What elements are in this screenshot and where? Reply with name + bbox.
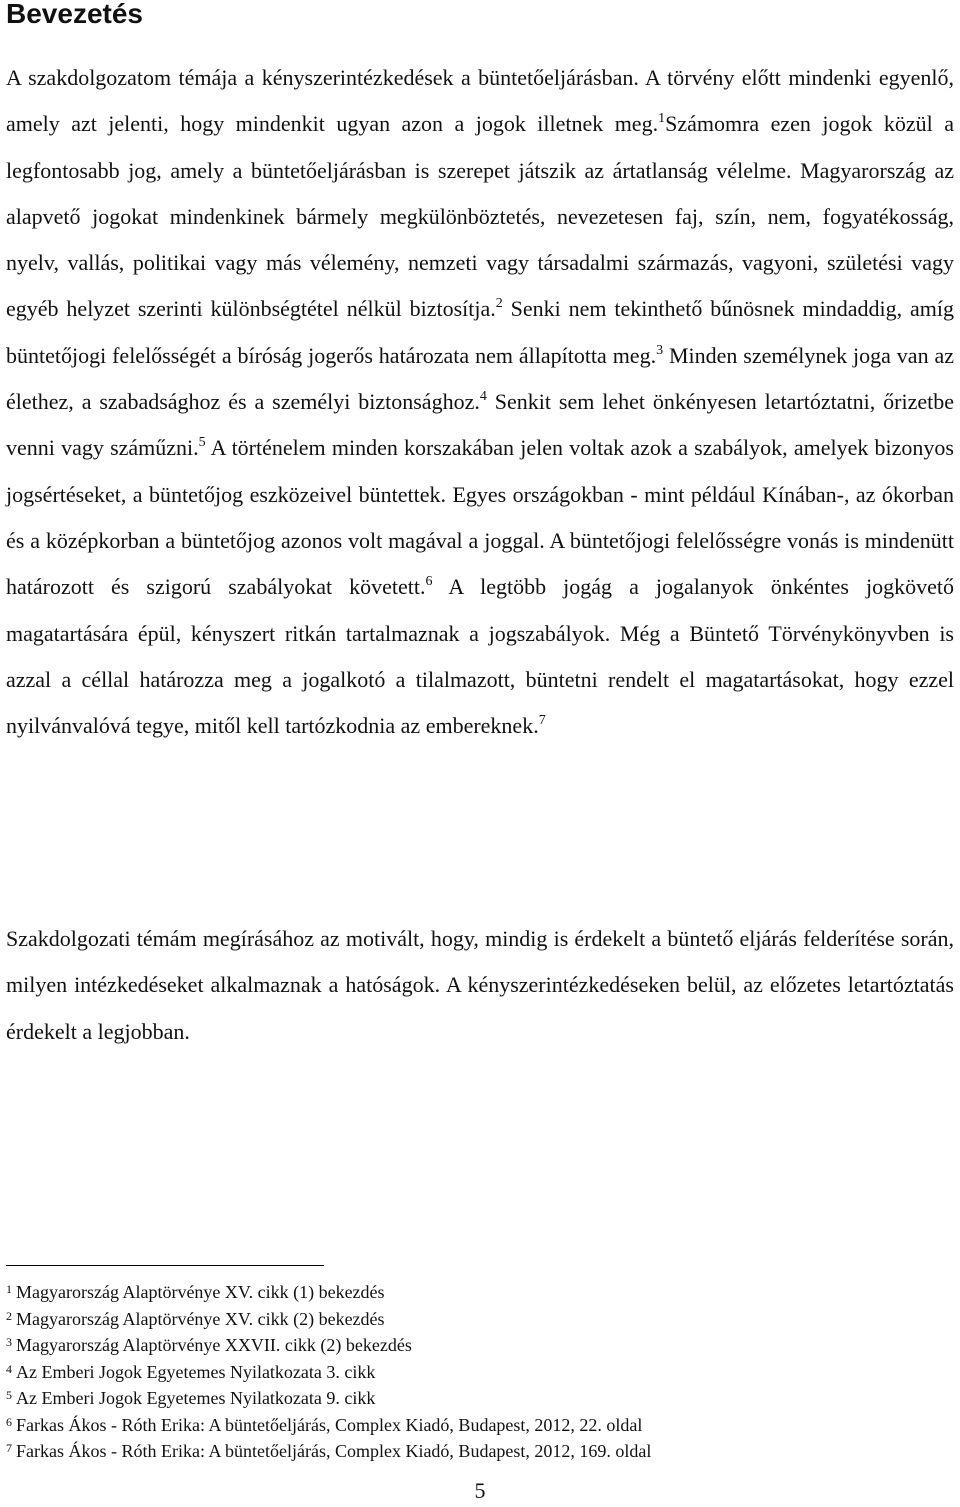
footnote-text: Az Emberi Jogok Egyetemes Nyilatkozata 3. cikk xyxy=(16,1361,376,1382)
footnote-number: 5 xyxy=(6,1388,12,1402)
footnote-separator xyxy=(6,1265,324,1266)
footnote-text: Magyarország Alaptörvénye XV. cikk (2) bekezdés xyxy=(16,1308,385,1329)
footnote-list xyxy=(6,1279,954,1465)
footnote-item xyxy=(6,1438,954,1465)
section-heading: Bevezetés xyxy=(6,0,143,29)
body-paragraph-2: Szakdolgozati témám megírásához az motivált, hogy, mindig is érdekelt a büntető eljárás felderítése során, milyen intézkedéseket alkalmaznak a hatóságok. A kényszerintézkedéseken belül, az előzetes letartóztatás érdekelt a legjobban. xyxy=(6,926,954,1044)
footnote-number: 3 xyxy=(6,1335,12,1349)
text-segment: Számomra ezen jogok közül a legfontosabb jog, amely a büntetőeljárásban is szerepet játszik az ártatlanság vélelme. Magyarország az alapvető jogokat mindenkinek bármely megkülönböztetés, nevezetesen faj, szín, nem, fogyatékosság, nyelv, vallás, politikai vagy más vélemény, nemzeti vagy társadalmi származás, vagyoni, születési vagy egyéb helyzet szerinti különbségtétel nélkül biztosítja. xyxy=(6,111,954,322)
footnote-item xyxy=(6,1412,954,1439)
footnote-number: 2 xyxy=(6,1308,12,1323)
footnote-reference[interactable]: 4 xyxy=(479,389,487,405)
footnote-number: 4 xyxy=(6,1361,12,1376)
footnote-reference[interactable]: 6 xyxy=(425,574,433,590)
footnote-reference[interactable]: 7 xyxy=(538,713,546,729)
footnote-number: 6 xyxy=(6,1414,12,1429)
footnote-number: 7 xyxy=(6,1441,12,1455)
footnote-item xyxy=(6,1279,954,1306)
footnote-number: 1 xyxy=(6,1282,12,1296)
footnote-text: Farkas Ákos - Róth Erika: A büntetőeljárás, Complex Kiadó, Budapest, 2012, 22. oldal xyxy=(16,1414,643,1435)
text-segment: A történelem minden korszakában jelen voltak azok a szabályok, amelyek bizonyos jogsértéseket, a büntetőjog eszközeivel büntettek. Egyes országokban - mint például Kínában-, az ókorban és a középkorban a büntetőjog azonos volt magával a joggal. A büntetőjogi felelősségre vonás is mindenütt határozott és szigorú szabályokat követett. xyxy=(6,435,954,600)
footnote-text: Magyarország Alaptörvénye XV. cikk (1) bekezdés xyxy=(16,1282,385,1302)
footnote-reference[interactable]: 1 xyxy=(658,111,666,127)
footnote-reference[interactable]: 5 xyxy=(198,435,206,451)
text-segment: Minden személynek joga van az élethez, a szabadsághoz és a személyi biztonsághoz. xyxy=(6,342,954,415)
footnote-text: Farkas Ákos - Róth Erika: A büntetőeljárás, Complex Kiadó, Budapest, 2012, 169. oldal xyxy=(16,1441,652,1461)
body-paragraph-1 xyxy=(6,55,954,749)
footnote-reference[interactable]: 3 xyxy=(656,342,664,358)
text-segment: Senkit sem lehet önkényesen letartóztatni, őrizetbe venni vagy száműzni. xyxy=(6,389,954,461)
page-number: 5 xyxy=(474,1478,486,1503)
footnote-item xyxy=(6,1385,954,1412)
footnote-reference[interactable]: 2 xyxy=(495,296,503,312)
footnote-item xyxy=(6,1359,954,1386)
text-segment: Senki nem tekinthető bűnösnek mindaddig, amíg büntetőjogi felelősségét a bíróság jogerős határozata nem állapította meg. xyxy=(6,296,954,368)
footnote-item xyxy=(6,1332,954,1359)
footnote-text: Magyarország Alaptörvénye XXVII. cikk (2) bekezdés xyxy=(16,1335,412,1355)
footnote-text: Az Emberi Jogok Egyetemes Nyilatkozata 9. cikk xyxy=(16,1388,376,1408)
footnote-item xyxy=(6,1306,954,1333)
text-segment: A legtöbb jogág a jogalanyok önkéntes jogkövető magatartására épül, kényszert ritkán tartalmaznak a jogszabályok. Még a Büntető Törvénykönyvben is azzal a céllal határozza meg a jogalkotó a tilalmazott, büntetni rendelt el magatartásokat, hogy ezzel nyilvánvalóvá tegye, mitől kell tartózkodnia az embereknek. xyxy=(6,574,954,739)
text-segment: A szakdolgozatom témája a kényszerintézkedések a büntetőeljárásban. A törvény előtt mindenki egyenlő, amely azt jelenti, hogy mindenkit ugyan azon a jogok illetnek meg. xyxy=(6,65,954,137)
